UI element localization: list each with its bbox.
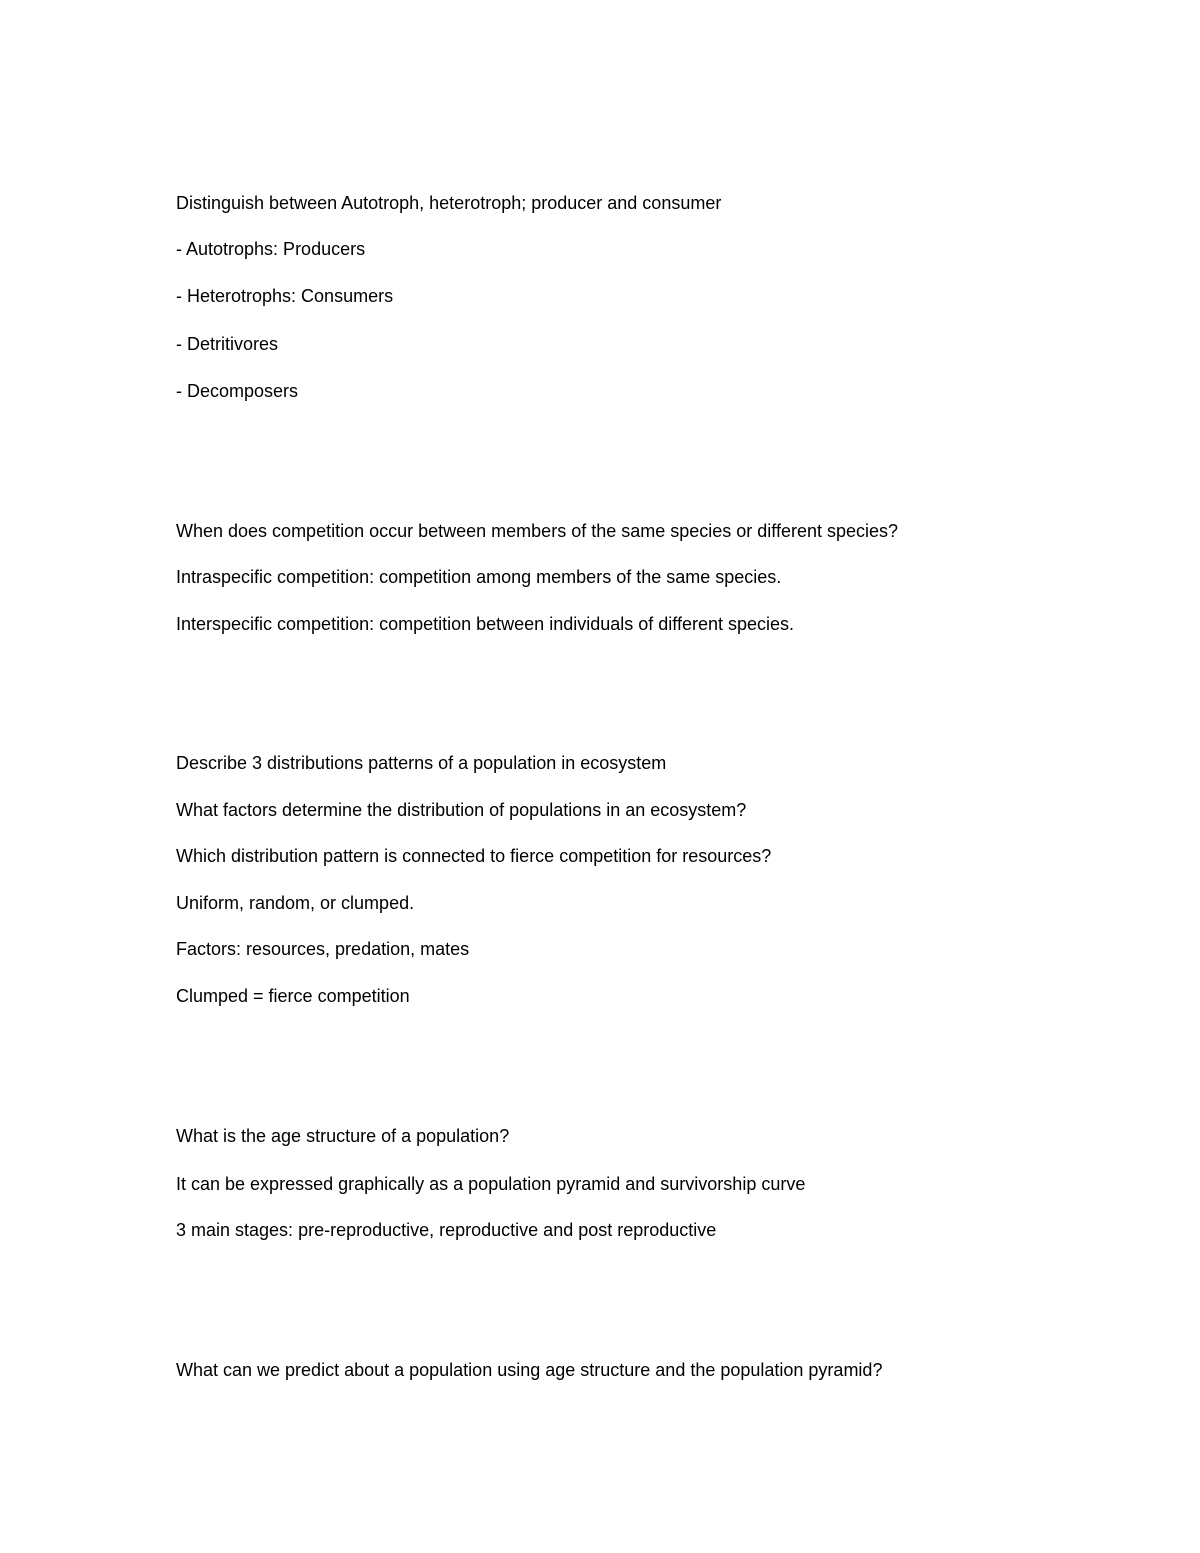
answer-line: - Heterotrophs: Consumers	[176, 286, 394, 306]
answer-line: - Detritivores	[176, 334, 279, 354]
question-heading: What is the age structure of a population?	[176, 1126, 510, 1146]
answer-line: - Autotrophs: Producers	[176, 239, 366, 259]
answer-line: Uniform, random, or clumped.	[176, 893, 415, 913]
question-heading: When does competition occur between members of the same species or different species?	[176, 521, 899, 541]
question-line: Which distribution pattern is connected to fierce competition for resources?	[176, 846, 772, 866]
answer-line: Clumped = fierce competition	[176, 986, 410, 1006]
question-line: What factors determine the distribution of populations in an ecosystem?	[176, 800, 747, 820]
answer-line: Factors: resources, predation, mates	[176, 939, 470, 959]
answer-line: - Decomposers	[176, 381, 299, 401]
answer-line: Intraspecific competition: competition among members of the same species.	[176, 567, 782, 587]
answer-line: Interspecific competition: competition between individuals of different species.	[176, 614, 795, 634]
question-heading: Distinguish between Autotroph, heterotroph; producer and consumer	[176, 193, 722, 213]
question-heading: Describe 3 distributions patterns of a population in ecosystem	[176, 753, 667, 773]
answer-line: 3 main stages: pre-reproductive, reproductive and post reproductive	[176, 1220, 717, 1240]
answer-line: It can be expressed graphically as a population pyramid and survivorship curve	[176, 1174, 806, 1194]
question-heading: What can we predict about a population using age structure and the population pyramid?	[176, 1360, 883, 1380]
